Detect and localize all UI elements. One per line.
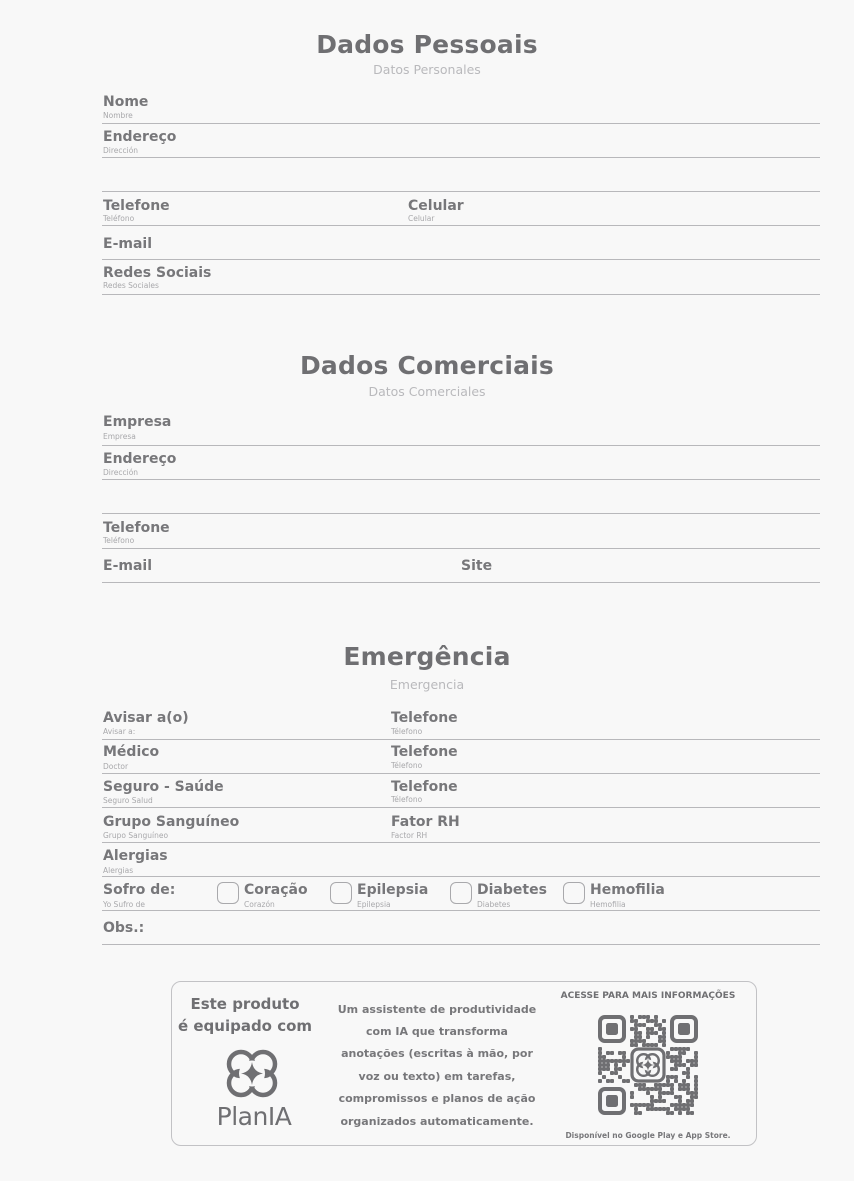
checkbox-label-epilepsia: Epilepsia [357,882,429,898]
section-subtitle-personal: Datos Personales [373,62,481,77]
promo-desc-5: compromissos e planos de ação [338,1092,536,1105]
section-subtitle-emergency: Emergencia [389,677,465,692]
field-line-avisar[interactable] [102,739,820,740]
field-line-grupo[interactable] [102,842,820,843]
field-label-email-com: E-mail [103,558,153,574]
promo-cta: ACESSE PARA MAIS INFORMAÇÕES [560,991,736,1001]
qr-code-icon[interactable] [598,1015,698,1115]
field-line-nome[interactable] [102,123,820,124]
field-sublabel-fator: Factor RH [391,831,428,840]
field-sublabel-endereco: Dirección [103,146,139,155]
promo-line-1: Este produto [190,995,300,1013]
field-label-seguro: Seguro - Saúde [103,779,224,795]
promo-desc-3: anotações (escritas à mão, por [341,1047,533,1060]
field-line-alergias[interactable] [102,876,820,877]
checkbox-label-diabetes: Diabetes [477,882,547,898]
field-label-alergias: Alergias [103,848,168,864]
checkbox-sublabel-epilepsia: Epilepsia [357,900,391,909]
field-label-empresa: Empresa [103,414,172,430]
field-sublabel-celular: Celular [408,214,435,223]
field-sublabel-telefone-2: Télefono [391,761,423,770]
planIA-logo-icon [222,1046,282,1101]
field-line-medico[interactable] [102,773,820,774]
field-line-sofro[interactable] [102,910,820,911]
checkbox-coracao[interactable] [217,882,239,904]
field-sublabel-telefone: Teléfono [103,214,135,223]
brand-name: PlanIA [216,1102,292,1131]
field-sublabel-redes: Redes Sociales [103,281,159,290]
field-label-obs: Obs.: [103,920,145,936]
field-label-telefone: Telefone [103,198,170,214]
field-label-email: E-mail [103,236,153,252]
promo-desc-1: Um assistente de produtividade [337,1003,537,1016]
field-line-seguro[interactable] [102,807,820,808]
checkbox-diabetes[interactable] [450,882,472,904]
field-line-redes[interactable] [102,294,820,295]
checkbox-label-coracao: Coração [244,882,308,898]
field-label-endereco: Endereço [103,129,177,145]
field-label-fator: Fator RH [391,814,460,830]
field-label-grupo: Grupo Sanguíneo [103,814,240,830]
field-sublabel-endereco-com: Dirección [103,468,139,477]
field-line-telefone[interactable] [102,225,820,226]
field-line-email-com[interactable] [102,582,820,583]
field-label-nome: Nome [103,94,149,110]
field-sublabel-nome: Nombre [103,111,133,120]
field-sublabel-medico: Doctor [103,762,129,771]
field-sublabel-telefone-com: Teléfono [103,536,135,545]
checkbox-sublabel-diabetes: Diabetes [477,900,511,909]
field-line-obs[interactable] [102,944,820,945]
field-line-email[interactable] [102,259,820,260]
promo-desc-6: organizados automaticamente. [340,1115,534,1128]
field-sublabel-seguro: Seguro Salud [103,796,153,805]
promo-desc-4: voz ou texto) em tarefas, [358,1070,516,1083]
promo-availability: Disponível no Google Play e App Store. [565,1131,731,1140]
field-label-telefone-com: Telefone [103,520,170,536]
promo-line-2: é equipado com [177,1017,313,1035]
field-label-site: Site [461,558,493,574]
field-line-endereco-2[interactable] [102,191,820,192]
field-sublabel-sofro: Yo Sufro de [103,900,145,909]
field-sublabel-alergias: Alergias [103,866,134,875]
field-sublabel-grupo: Grupo Sanguíneo [103,831,169,840]
checkbox-sublabel-coracao: Corazón [244,900,275,909]
field-sublabel-telefone-3: Télefono [391,795,423,804]
field-sublabel-avisar: Avisar a: [103,727,136,736]
checkbox-hemofilia[interactable] [563,882,585,904]
section-title-emergency: Emergência [343,642,511,671]
field-label-endereco-com: Endereço [103,451,177,467]
checkbox-label-hemofilia: Hemofilia [590,882,665,898]
field-sublabel-telefone-1: Télefono [391,727,423,736]
field-label-telefone-2: Telefone [391,744,458,760]
checkbox-sublabel-hemofilia: Hemofilia [590,900,626,909]
field-line-telefone-com[interactable] [102,548,820,549]
field-label-redes: Redes Sociais [103,265,212,281]
field-sublabel-empresa: Empresa [103,432,136,441]
field-line-endereco[interactable] [102,157,820,158]
promo-desc-2: com IA que transforma [366,1025,508,1038]
section-subtitle-commercial: Datos Comerciales [368,384,486,399]
field-label-sofro: Sofro de: [103,882,176,898]
field-label-telefone-1: Telefone [391,710,458,726]
field-label-celular: Celular [408,198,464,214]
field-line-empresa[interactable] [102,445,820,446]
field-line-endereco-com[interactable] [102,479,820,480]
checkbox-epilepsia[interactable] [330,882,352,904]
field-label-medico: Médico [103,744,160,760]
section-title-commercial: Dados Comerciais [299,351,555,380]
field-line-endereco-com-2[interactable] [102,513,820,514]
field-label-telefone-3: Telefone [391,779,458,795]
section-title-personal: Dados Pessoais [316,30,538,59]
field-label-avisar: Avisar a(o) [103,710,189,726]
